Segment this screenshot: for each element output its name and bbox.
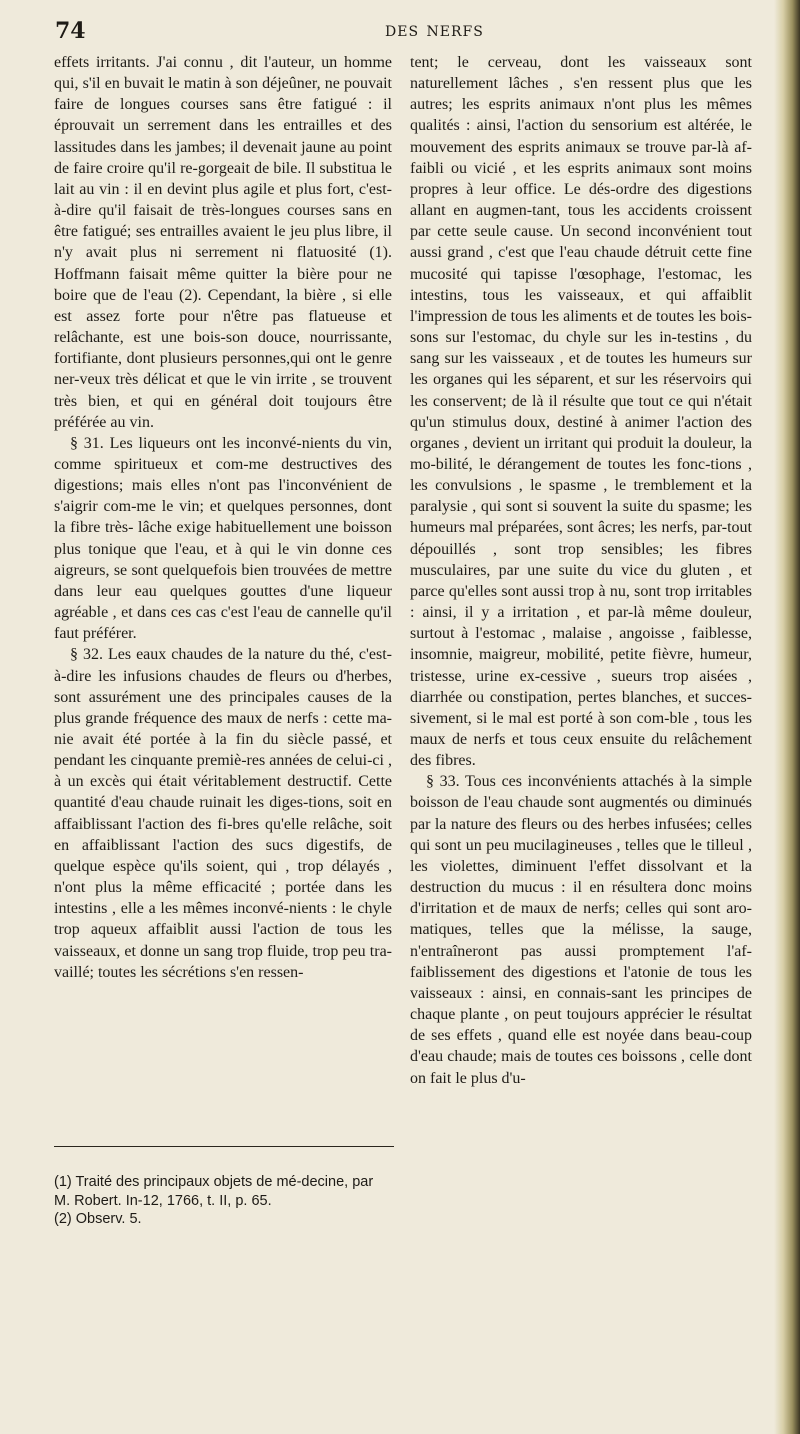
paragraph-section-31: § 31. Les liqueurs ont les inconvé-nients du vin, comme spiritueux et com-me destructives des digestions; mais elles n'ont pas l'inconvénient de s'aigrir com-me le vin; et quelques personnes, dont la fibre très- lâche exige habituellement une boisson plus tonique que l'eau, et à qui le vin donne ces aigreurs, se sont quelquefois bien trouvées de mettre dans leur eau quelques gouttes d'une liqueur agréable , et dans ces cas c'est l'eau de cannelle qu'il faut préférer. bbox=[54, 434, 392, 643]
footnote-rule bbox=[54, 1146, 394, 1147]
footnotes bbox=[54, 1146, 392, 1229]
paragraph-section-33: § 33. Tous ces inconvénients attachés à la simple boisson de l'eau chaude sont augmentés ou diminués par la nature des fleurs ou des herbes infusées; celles qui sont un peu mucilagineuses , telles que le tilleul , les violettes, diminuent l'effet dissolvant et la destruction du mucus : il en résultera donc moins d'irritation et de maux de nerfs; celles qui sont aro-matiques, telles que la mélisse, la sauge, n'entraîneront pas aussi promptement l'af-faiblissement des digestions et l'atonie de tous les vaisseaux : ainsi, en connais-sant les principes de chaque plante , on peut toujours apprécier le résultat de ses effets , quand elle est noyée dans beau-coup d'eau chaude; mais de toutes ces boissons , celle dont on fait le plus d'u- bbox=[410, 773, 752, 1087]
paragraph: effets irritants. J'ai connu , dit l'auteur, un homme qui, s'il en buvait le matin à son déjeûner, ne pouvait faire de longues courses sans être fatigué : il éprouvait un serrement dans les entrailles et des lassitudes dans les jambes; il devenait jaune au point de faire croire qu'il re-gorgeait de bile. Il substitua le lait au vin : il en devint plus agile et plus fort, c'est-à-dire qu'il faisait de très-longues courses sans en être fatigué; ses entrailles avaient le jeu plus libre, il n'y avait plus ni serrement ni flatuosité (1). Hoffmann faisait même quitter la bière pour ne boire que de l'eau (2). Cependant, la bière , si elle est assez forte pour n'être pas flatueuse et relâchante, est une bois-son douce, nourrissante, fortifiante, dont plusieurs personnes,qui ont le genre ner-veux très délicat et que le vin irrite , se trouvent très bien, et qui en général doit toujours être préférée au vin. bbox=[54, 54, 392, 431]
paragraph: tent; le cerveau, dont les vaisseaux sont naturellement lâches , s'en ressent plus que les autres; les esprits animaux n'ont plus les mêmes qualités : ainsi, l'action du sensorium est altérée, le mouvement des esprits animaux se trouve par-là af-faibli ou vicié , et les esprits animaux sont moins propres à leur office. Le dés-ordre des digestions allant en augmen-tant, tous les accidents croissent par cette seule cause. Un second inconvénient tout aussi grand , c'est que l'eau chaude détruit cette fine mucosité qui tapisse l'œsophage, l'estomac, les intestins, tous les vaisseaux, et qui affaiblit l'impression de tous les aliments et de toutes les bois-sons sur l'estomac, du chyle sur les in-testins , du sang sur les vaisseaux , et de toutes les humeurs sur les organes qui les séparent, et sur les réservoirs qui les conservent; de là il résulte que tout ce qui n'était qu'un stimulus doux, destiné à animer l'action des organes , devient un irritant qui produit la douleur, la mo-bilité, le dérangement de toutes les fonc-tions , les convulsions , le spasme , le tremblement et la paralysie , qui sont si souvent la suite du spasme; les humeurs mal préparées, sont âcres; les nerfs, par-tout dépouillés , sont trop sensibles; les fibres musculaires, par une suite du vice du gluten , et parce qu'elles sont aussi trop à nu, sont trop irritables : ainsi, il y a irritation , et par-là même douleur, surtout à l'estomac , malaise , angoisse , faiblesse, insomnie, maigreur, mobilité, petite fièvre, humeur, tristesse, urine ex-cessive , sueurs trop aisées , diarrhée ou constipation, pertes blanches, et succes-sivement, si le mal est porté à son com-ble , tous les maux de nerfs et tous ceux ensuite du relâchement des fibres. bbox=[410, 54, 752, 770]
page-edge-shadow bbox=[774, 0, 800, 1434]
footnote-2: (2) Observ. 5. bbox=[54, 1211, 142, 1227]
running-head: DES NERFS bbox=[385, 24, 484, 40]
paragraph-section-32: § 32. Les eaux chaudes de la nature du thé, c'est-à-dire les infusions chaudes de fleurs ou d'herbes, sont assurément une des principales causes de la plus grande fréquence des maux de nerfs : cette ma-nie avait été portée à la fin du siècle passé, et pendant les cinquante premiè-res années de celui-ci , à un excès qui était véritablement destructif. Cette quantité d'eau chaude ruinait les diges-tions, soit en affaiblissant l'action des fi-bres qu'elle relâche, soit en affaiblissant l'action des sucs digestifs, de quelque espèce qu'ils soient, qui , trop délayés , n'ont plus la même efficacité ; portée dans les intestins , elle a les mêmes inconvé-nients : le chyle trop aqueux affaiblit aussi l'action de tous les vaisseaux, et donne un sang trop fluide, trop peu tra-vaillé; toutes les sécrétions s'en ressen- bbox=[54, 646, 392, 981]
left-column bbox=[54, 52, 392, 983]
page-number: 74 bbox=[55, 18, 86, 44]
footnote-1: (1) Traité des principaux objets de mé-decine, par M. Robert. In-12, 1766, t. II, p. 65. bbox=[54, 1174, 374, 1209]
right-column bbox=[410, 52, 752, 1089]
page-header bbox=[55, 18, 755, 48]
